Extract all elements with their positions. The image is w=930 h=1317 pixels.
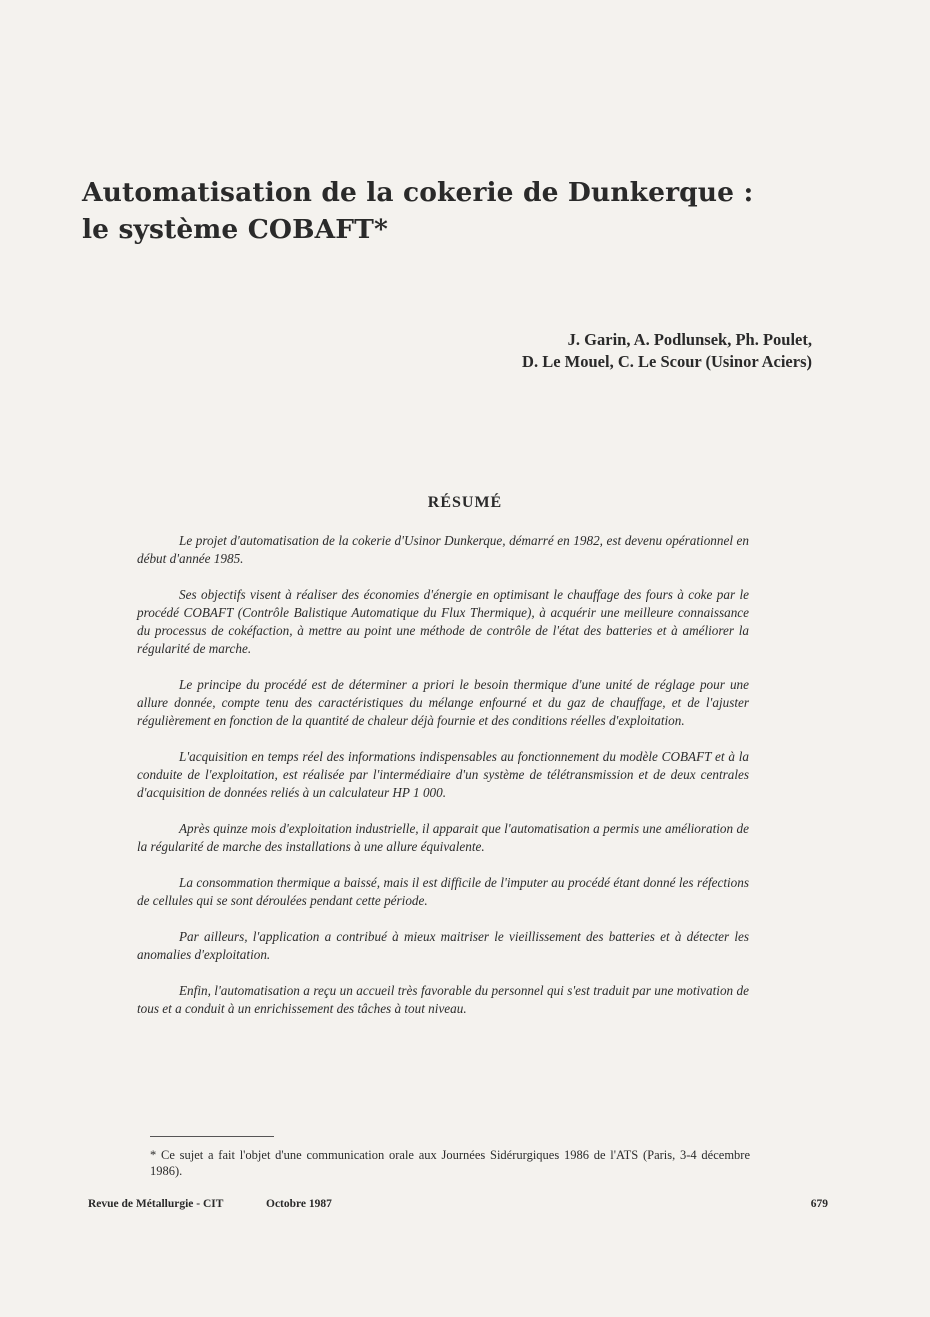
- abstract-heading: RÉSUMÉ: [427, 494, 503, 511]
- article-title: [82, 174, 842, 248]
- abstract-paragraph-4: L'acquisition en temps réel des informations indispensables au fonctionnement du modèle COBAFT et à la conduite de l'exploitation, est réalisée par l'intermédiaire d'un système de télétransmission et de deux centrales d'acquisition de données reliés à un calculateur HP 1 000.: [137, 749, 749, 800]
- page-number: 679: [810, 1198, 828, 1210]
- abstract-paragraph-6: La consommation thermique a baissé, mais il est difficile de l'imputer au procédé étant donné les réfections de cellules qui se sont déroulées pendant cette période.: [137, 875, 749, 908]
- author-list: [522, 329, 812, 373]
- page-footer: [88, 1198, 828, 1218]
- article-title-line-1: Automatisation de la cokerie de Dunkerque :: [82, 177, 754, 208]
- footnote-divider: [150, 1136, 274, 1137]
- author-line-2: D. Le Mouel, C. Le Scour (Usinor Aciers): [522, 352, 812, 371]
- abstract-paragraph-7: Par ailleurs, l'application a contribué à mieux maitriser le vieillissement des batteries et à détecter les anomalies d'exploitation.: [137, 929, 749, 962]
- abstract-body: [137, 532, 749, 1036]
- abstract-paragraph-3: Le principe du procédé est de déterminer a priori le besoin thermique d'une unité de réglage pour une allure donnée, compte tenu des caractéristiques du mélange enfourné et du gaz de chauffage, et de l'ajuster régulièrement en fonction de la quantité de chaleur déjà fournie et des conditions réelles d'exploitation.: [137, 677, 749, 728]
- abstract-paragraph-1: Le projet d'automatisation de la cokerie d'Usinor Dunkerque, démarré en 1982, est devenu opérationnel en début d'année 1985.: [137, 533, 749, 566]
- article-title-line-2: le système COBAFT*: [82, 214, 388, 245]
- issue-date: Octobre 1987: [266, 1198, 332, 1210]
- abstract-paragraph-8: Enfin, l'automatisation a reçu un accueil très favorable du personnel qui s'est traduit par une motivation de tous et a conduit à un enrichissement des tâches à tout niveau.: [137, 983, 749, 1016]
- author-line-1: J. Garin, A. Podlunsek, Ph. Poulet,: [567, 330, 812, 349]
- journal-name: Revue de Métallurgie - CIT: [88, 1198, 224, 1210]
- footnote: * Ce sujet a fait l'objet d'une communication orale aux Journées Sidérurgiques 1986 de l'ATS (Paris, 3-4 décembre 1986).: [150, 1148, 750, 1178]
- abstract-paragraph-5: Après quinze mois d'exploitation industrielle, il apparait que l'automatisation a permis une amélioration de la régularité de marche des installations à une allure équivalente.: [137, 821, 749, 854]
- abstract-paragraph-2: Ses objectifs visent à réaliser des économies d'énergie en optimisant le chauffage des fours à coke par le procédé COBAFT (Contrôle Balistique Automatique du Flux Thermique), à acquérir une meilleure connaissance du processus de cokéfaction, à mettre au point une méthode de contrôle de l'état des batteries et à améliorer la régularité de marche.: [137, 587, 749, 656]
